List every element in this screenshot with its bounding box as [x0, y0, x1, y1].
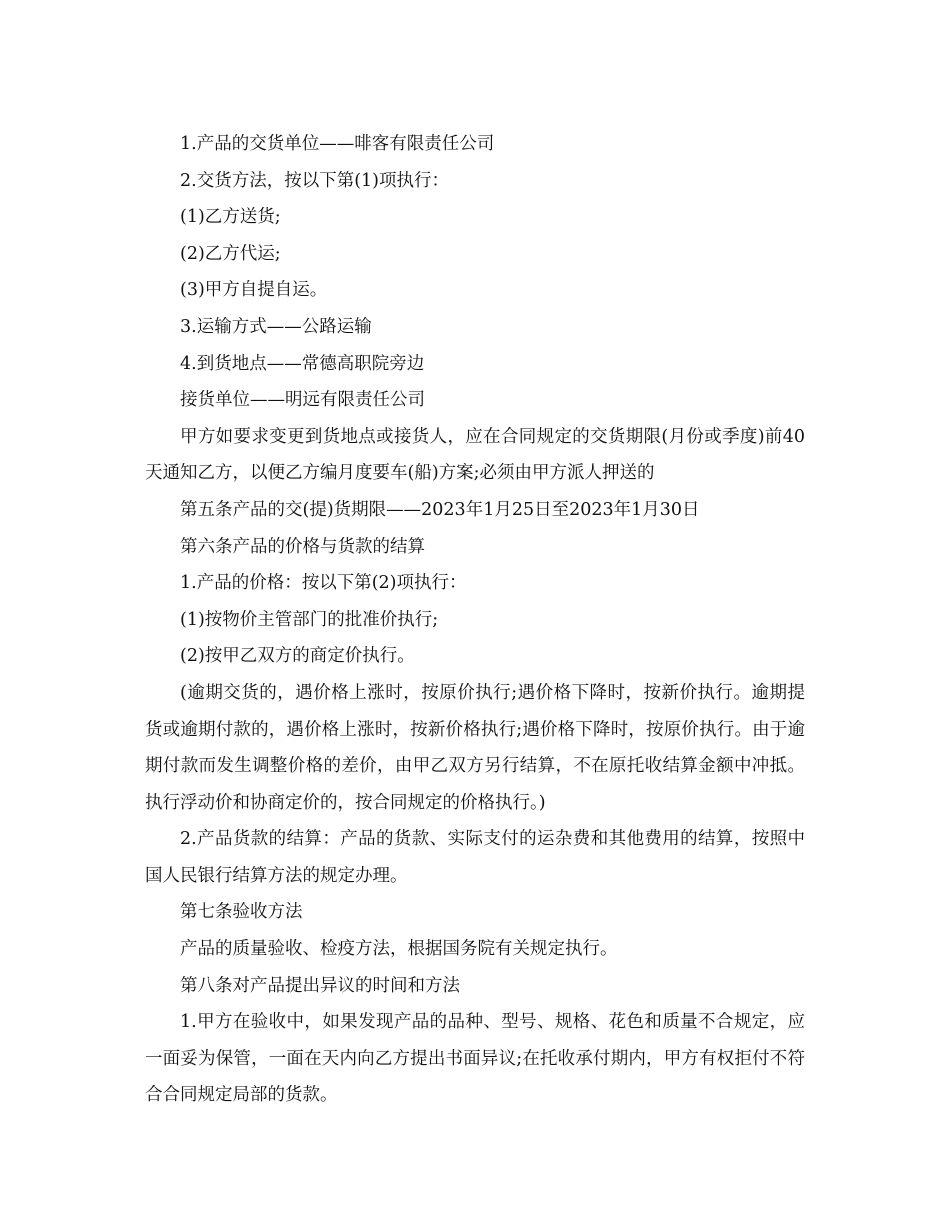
delivery-method-line: 2.交货方法，按以下第(1)项执行：	[180, 170, 449, 191]
article-8-heading: 第八条对产品提出异议的时间和方法	[180, 975, 460, 996]
payment-settlement-paragraph: 2.产品货款的结算：产品的货款、实际支付的运杂费和其他费用的结算，按照中国人民银行结算方法的规定办理。	[145, 829, 805, 886]
article-5-delivery-period: 第五条产品的交(提)货期限——2023年1月25日至2023年1月30日	[180, 499, 700, 520]
price-option-negotiated: (2)按甲乙双方的商定价执行。	[180, 646, 415, 667]
objection-paragraph: 1.甲方在验收中，如果发现产品的品种、型号、规格、花色和质量不合规定，应一面妥为保管，一面在天内向乙方提出书面异议;在托收承付期内，甲方有权拒付不符合合同规定局部的货款。	[145, 1012, 805, 1106]
price-option-approved: (1)按物价主管部门的批准价执行;	[180, 609, 439, 630]
product-price-line: 1.产品的价格：按以下第(2)项执行：	[180, 573, 467, 594]
overdue-price-paragraph: (逾期交货的，遇价格上涨时，按原价执行;遇价格下降时，按新价执行。逾期提货或逾期付款的，遇价格上涨时，按新价格执行;遇价格下降时，按原价执行。由于逾期付款而发生调整价格的差价，由甲乙双方另行结算，不在原托收结算金额中冲抵。执行浮动价和协商定价的，按合同规定的价格执行。)	[145, 682, 805, 813]
option-seller-shipping: (2)乙方代运;	[180, 243, 281, 264]
option-seller-delivery: (1)乙方送货;	[180, 207, 281, 228]
arrival-location-line: 4.到货地点——常德高职院旁边	[180, 353, 425, 374]
article-7-heading: 第七条验收方法	[180, 902, 303, 923]
article-6-heading: 第六条产品的价格与货款的结算	[180, 536, 425, 557]
inspection-method-line: 产品的质量验收、检疫方法，根据国务院有关规定执行。	[180, 939, 618, 960]
change-notice-paragraph: 甲方如要求变更到货地点或接货人，应在合同规定的交货期限(月份或季度)前40天通知乙方，以便乙方编月度要车(船)方案;必须由甲方派人押送的	[145, 426, 805, 484]
transport-method-line: 3.运输方式——公路运输	[180, 316, 372, 337]
option-buyer-pickup: (3)甲方自提自运。	[180, 280, 328, 301]
delivery-unit-line: 1.产品的交货单位——啡客有限责任公司	[180, 134, 495, 154]
document-body	[145, 126, 805, 1114]
receiving-unit-line: 接货单位——明远有限责任公司	[180, 390, 425, 411]
